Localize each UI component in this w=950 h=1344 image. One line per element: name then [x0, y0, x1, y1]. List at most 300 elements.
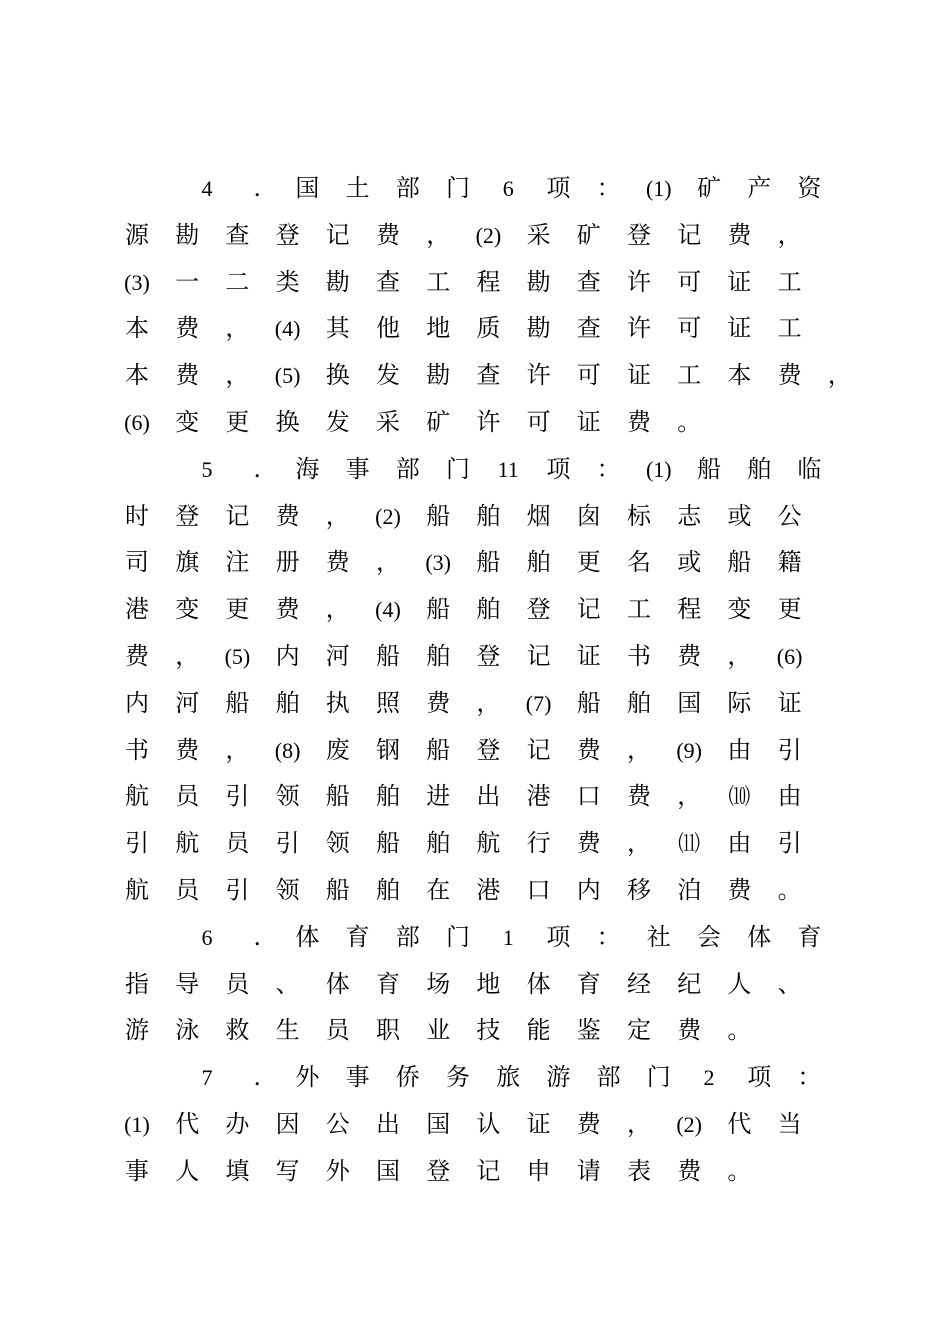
- text-glyph: 采: [376, 408, 400, 436]
- text-glyph: ，: [376, 548, 400, 577]
- text-glyph: 代: [175, 1110, 200, 1138]
- text-glyph: 费: [175, 314, 200, 343]
- text-glyph: 港: [526, 782, 551, 811]
- text-glyph: 证: [576, 408, 601, 436]
- text-glyph: 工: [627, 595, 651, 624]
- text-glyph: 门: [646, 1063, 671, 1092]
- text-glyph: 项: [546, 454, 571, 483]
- text-glyph: 工: [677, 361, 702, 390]
- text-glyph: 本: [125, 361, 149, 390]
- text-glyph: 发: [376, 361, 400, 390]
- text-glyph: ，: [627, 829, 651, 858]
- text-glyph: 由: [777, 782, 802, 811]
- text-glyph: ，: [225, 735, 250, 764]
- text-glyph: ，: [426, 220, 451, 249]
- text-glyph: 许: [526, 361, 551, 390]
- text-glyph: 河: [175, 688, 200, 717]
- text-glyph: 船: [426, 735, 451, 764]
- text-glyph: 记: [325, 220, 350, 249]
- text-glyph: 工: [777, 314, 802, 343]
- text-glyph: (1): [124, 1112, 150, 1137]
- text-glyph: 费: [576, 735, 601, 764]
- text-line: [0, 1007, 950, 1054]
- text-glyph: 船: [325, 876, 350, 904]
- text-glyph: 舶: [476, 501, 501, 530]
- text-glyph: ：: [596, 922, 621, 951]
- text-glyph: 地: [426, 314, 451, 343]
- text-glyph: 登: [275, 220, 300, 249]
- text-glyph: 表: [627, 1156, 651, 1185]
- text-glyph: ，: [727, 642, 752, 670]
- text-glyph: 进: [426, 782, 451, 811]
- text-glyph: 换: [325, 361, 350, 390]
- text-glyph: 注: [225, 548, 250, 577]
- text-glyph: 记: [576, 595, 601, 624]
- text-glyph: 国: [376, 1156, 400, 1185]
- text-glyph: 2: [703, 1065, 715, 1091]
- text-glyph: 体: [747, 922, 772, 951]
- text-glyph: (6): [776, 644, 803, 669]
- text-glyph: 可: [576, 361, 601, 390]
- text-glyph: 游: [125, 1016, 149, 1045]
- text-glyph: 6: [201, 924, 213, 950]
- text-glyph: 部: [596, 1063, 621, 1092]
- text-glyph: 海: [295, 454, 320, 483]
- text-glyph: 航: [476, 829, 501, 858]
- text-glyph: .: [253, 1063, 261, 1092]
- text-glyph: 外: [325, 1156, 350, 1185]
- text-glyph: (2): [375, 503, 401, 529]
- text-glyph: 临: [797, 454, 822, 483]
- text-glyph: 费: [175, 735, 200, 764]
- text-glyph: 船: [376, 642, 400, 670]
- text-glyph: 员: [175, 876, 200, 904]
- text-glyph: 育: [376, 969, 400, 998]
- text-glyph: 记: [476, 1156, 501, 1185]
- text-glyph: 在: [426, 876, 451, 904]
- text-glyph: 救: [225, 1016, 250, 1045]
- text-glyph: ：: [596, 174, 621, 202]
- text-glyph: ，: [627, 1110, 651, 1138]
- text-glyph: 际: [727, 688, 752, 717]
- text-glyph: 11: [497, 456, 519, 482]
- text-glyph: 船: [426, 501, 451, 530]
- text-glyph: 因: [275, 1110, 300, 1138]
- text-glyph: 请: [576, 1156, 601, 1185]
- text-glyph: 名: [627, 548, 651, 577]
- text-glyph: 引: [275, 829, 300, 858]
- text-glyph: 写: [275, 1156, 300, 1185]
- text-glyph: 书: [125, 735, 149, 764]
- text-line: [0, 914, 950, 961]
- text-glyph: 游: [546, 1063, 571, 1092]
- text-glyph: 公: [777, 501, 802, 530]
- text-glyph: 旅: [496, 1063, 521, 1092]
- text-glyph: .: [253, 922, 261, 951]
- text-glyph: 导: [175, 969, 200, 998]
- text-glyph: 项: [747, 1063, 772, 1092]
- text-glyph: 河: [325, 642, 350, 670]
- text-glyph: 本: [727, 361, 752, 390]
- text-glyph: 务: [446, 1063, 470, 1092]
- text-glyph: 费: [125, 642, 149, 670]
- text-glyph: 领: [275, 876, 300, 904]
- text-glyph: 费: [576, 1110, 601, 1138]
- text-glyph: 地: [476, 969, 501, 998]
- text-glyph: 。: [727, 1156, 752, 1185]
- text-glyph: 证: [727, 267, 752, 296]
- text-glyph: 事: [345, 454, 370, 483]
- text-glyph: (5): [274, 363, 301, 389]
- text-line: [0, 259, 950, 306]
- text-glyph: 部: [395, 174, 420, 202]
- text-glyph: 引: [225, 782, 250, 811]
- text-glyph: 航: [175, 829, 200, 858]
- text-glyph: 、: [777, 969, 802, 998]
- text-line: [0, 1054, 950, 1101]
- text-glyph: 矿: [576, 220, 601, 249]
- text-glyph: 纪: [677, 969, 702, 998]
- text-glyph: 更: [576, 548, 601, 577]
- text-glyph: 登: [476, 642, 501, 670]
- text-glyph: ：: [797, 1063, 822, 1092]
- text-glyph: 。: [777, 876, 802, 904]
- text-glyph: 育: [797, 922, 822, 951]
- text-glyph: 烟: [526, 501, 551, 530]
- text-glyph: 人: [175, 1156, 200, 1185]
- text-glyph: 职: [376, 1016, 400, 1045]
- text-glyph: 证: [727, 314, 752, 343]
- text-glyph: 航: [125, 782, 149, 811]
- text-glyph: 许: [476, 408, 501, 436]
- text-glyph: 经: [627, 969, 651, 998]
- text-glyph: 项: [546, 922, 571, 951]
- text-glyph: 体: [526, 969, 551, 998]
- text-glyph: 登: [526, 595, 551, 624]
- text-glyph: 费: [426, 688, 451, 717]
- text-line: [0, 820, 950, 867]
- text-glyph: 港: [125, 595, 149, 624]
- text-glyph: 内: [125, 688, 149, 717]
- text-glyph: 登: [476, 735, 501, 764]
- text-line: [0, 305, 950, 352]
- text-glyph: ，: [827, 361, 852, 390]
- text-glyph: 矿: [697, 174, 721, 202]
- text-glyph: 泳: [175, 1016, 200, 1045]
- text-glyph: 换: [275, 408, 300, 436]
- text-glyph: 6: [502, 176, 514, 201]
- text-glyph: 矿: [426, 408, 451, 436]
- text-glyph: 登: [426, 1156, 451, 1185]
- text-line: [0, 352, 950, 399]
- text-glyph: 4: [201, 176, 213, 201]
- text-glyph: 其: [325, 314, 350, 343]
- text-glyph: 部: [395, 454, 420, 483]
- text-glyph: 引: [777, 735, 802, 764]
- text-glyph: 育: [576, 969, 601, 998]
- text-glyph: 代: [727, 1110, 752, 1138]
- text-glyph: 记: [225, 501, 250, 530]
- text-glyph: 船: [325, 782, 350, 811]
- text-line: [0, 446, 950, 493]
- text-glyph: 泊: [677, 876, 702, 904]
- text-glyph: 社: [646, 922, 671, 951]
- text-glyph: (4): [274, 316, 301, 342]
- text-glyph: 钢: [376, 735, 400, 764]
- text-glyph: 费: [677, 642, 702, 670]
- text-glyph: 源: [125, 220, 149, 249]
- text-glyph: ，: [476, 688, 501, 717]
- text-glyph: (9): [676, 737, 703, 763]
- text-glyph: (3): [425, 550, 452, 576]
- text-glyph: (2): [676, 1112, 703, 1137]
- text-line: [0, 961, 950, 1008]
- text-glyph: 费: [677, 1016, 702, 1045]
- text-glyph: 鉴: [576, 1016, 601, 1045]
- text-glyph: 船: [426, 595, 451, 624]
- text-glyph: 认: [476, 1110, 501, 1138]
- text-glyph: 育: [345, 922, 370, 951]
- text-glyph: 领: [275, 782, 300, 811]
- text-glyph: 费: [677, 1156, 702, 1185]
- text-glyph: 当: [777, 1110, 802, 1138]
- text-glyph: 业: [426, 1016, 451, 1045]
- text-glyph: 指: [125, 969, 149, 998]
- text-glyph: 费: [175, 361, 200, 390]
- text-glyph: 7: [201, 1065, 213, 1091]
- text-glyph: 出: [476, 782, 501, 811]
- text-glyph: 舶: [426, 829, 451, 858]
- text-glyph: (3): [124, 269, 150, 295]
- text-glyph: 书: [627, 642, 651, 670]
- text-glyph: 定: [627, 1016, 651, 1045]
- text-glyph: (6): [124, 410, 150, 435]
- text-glyph: ，: [225, 361, 250, 390]
- text-glyph: 门: [446, 454, 470, 483]
- text-glyph: 会: [697, 922, 721, 951]
- text-glyph: 舶: [526, 548, 551, 577]
- text-glyph: 证: [576, 642, 601, 670]
- text-line: [0, 633, 950, 680]
- text-glyph: (1): [645, 456, 672, 482]
- text-glyph: 废: [325, 735, 350, 764]
- text-glyph: 囱: [576, 501, 601, 530]
- text-glyph: 勘: [175, 220, 200, 249]
- text-glyph: 行: [526, 829, 551, 858]
- text-glyph: 费: [627, 408, 651, 436]
- text-glyph: 。: [677, 408, 702, 436]
- text-glyph: 舶: [747, 454, 772, 483]
- text-glyph: 部: [395, 922, 420, 951]
- text-glyph: 勘: [426, 361, 451, 390]
- text-glyph: 工: [426, 267, 451, 296]
- text-glyph: 舶: [376, 876, 400, 904]
- text-line: [0, 586, 950, 633]
- text-glyph: 费: [275, 501, 300, 530]
- text-glyph: 籍: [777, 548, 802, 577]
- text-glyph: 采: [526, 220, 551, 249]
- text-glyph: ⑽: [728, 784, 751, 810]
- text-glyph: 记: [526, 642, 551, 670]
- text-glyph: 记: [526, 735, 551, 764]
- text-glyph: 国: [426, 1110, 451, 1138]
- text-glyph: 由: [727, 829, 752, 858]
- text-glyph: 变: [727, 595, 752, 624]
- text-glyph: .: [253, 454, 261, 483]
- text-glyph: 船: [476, 548, 501, 577]
- text-glyph: 人: [727, 969, 752, 998]
- text-glyph: 引: [777, 829, 802, 858]
- text-glyph: ，: [627, 735, 651, 764]
- text-glyph: 更: [225, 408, 250, 436]
- text-glyph: 舶: [476, 595, 501, 624]
- text-glyph: 内: [576, 876, 601, 904]
- text-glyph: ，: [677, 782, 702, 811]
- text-glyph: .: [253, 174, 261, 202]
- text-glyph: 船: [376, 829, 400, 858]
- text-glyph: 门: [446, 922, 470, 951]
- text-glyph: 勘: [526, 267, 551, 296]
- text-glyph: 照: [376, 688, 400, 717]
- text-glyph: 登: [627, 220, 651, 249]
- text-glyph: 资: [797, 174, 822, 202]
- text-glyph: 填: [225, 1156, 250, 1185]
- text-glyph: 船: [576, 688, 601, 717]
- text-glyph: 申: [526, 1156, 551, 1185]
- text-glyph: 1: [502, 924, 514, 950]
- text-glyph: 查: [376, 267, 400, 296]
- text-glyph: 口: [526, 876, 551, 904]
- text-line: [0, 493, 950, 540]
- text-glyph: 舶: [426, 642, 451, 670]
- text-glyph: 、: [275, 969, 300, 998]
- text-glyph: 费: [727, 876, 752, 904]
- text-glyph: 许: [627, 267, 651, 296]
- text-glyph: 费: [275, 595, 300, 624]
- text-glyph: 事: [345, 1063, 370, 1092]
- text-glyph: 出: [376, 1110, 400, 1138]
- text-glyph: 舶: [275, 688, 300, 717]
- text-line: [0, 773, 950, 820]
- text-glyph: 登: [175, 501, 200, 530]
- text-glyph: 时: [125, 501, 149, 530]
- text-glyph: 门: [446, 174, 470, 202]
- text-glyph: 外: [295, 1063, 320, 1092]
- text-glyph: ，: [175, 642, 200, 670]
- text-glyph: 费: [777, 361, 802, 390]
- text-line: [0, 399, 950, 446]
- text-glyph: 证: [777, 688, 802, 717]
- text-glyph: 引: [225, 876, 250, 904]
- text-glyph: 港: [476, 876, 501, 904]
- text-glyph: 由: [727, 735, 752, 764]
- text-glyph: 证: [526, 1110, 551, 1138]
- text-glyph: 记: [677, 220, 702, 249]
- text-glyph: 体: [295, 922, 320, 951]
- text-glyph: 更: [777, 595, 802, 624]
- text-glyph: 费: [576, 829, 601, 858]
- text-glyph: 程: [476, 267, 501, 296]
- text-glyph: 事: [125, 1156, 149, 1185]
- text-glyph: 引: [125, 829, 149, 858]
- text-glyph: 技: [476, 1016, 501, 1045]
- text-glyph: 标: [627, 501, 651, 530]
- text-glyph: 查: [476, 361, 501, 390]
- text-glyph: 变: [175, 595, 200, 624]
- text-glyph: 国: [677, 688, 702, 717]
- text-glyph: 口: [576, 782, 601, 811]
- text-glyph: (7): [525, 690, 552, 716]
- text-glyph: 或: [727, 501, 752, 530]
- text-glyph: 本: [125, 314, 149, 343]
- text-glyph: 册: [275, 548, 300, 577]
- text-glyph: 或: [677, 548, 702, 577]
- text-glyph: 他: [376, 314, 400, 343]
- text-glyph: ，: [325, 595, 350, 624]
- text-glyph: 勘: [526, 314, 551, 343]
- text-glyph: 航: [125, 876, 149, 904]
- text-glyph: 质: [476, 314, 501, 343]
- text-glyph: 舶: [376, 782, 400, 811]
- text-glyph: 查: [576, 267, 601, 296]
- text-glyph: ，: [325, 501, 350, 530]
- text-glyph: 费: [727, 220, 752, 249]
- text-glyph: 可: [677, 267, 702, 296]
- text-glyph: 证: [627, 361, 651, 390]
- text-glyph: 项: [546, 174, 571, 202]
- text-line: [0, 212, 950, 259]
- text-glyph: ⑾: [678, 831, 701, 857]
- text-glyph: 一: [175, 267, 200, 296]
- text-glyph: 更: [225, 595, 250, 624]
- text-glyph: 船: [697, 454, 721, 483]
- text-glyph: 旗: [175, 548, 200, 577]
- text-glyph: 费: [627, 782, 651, 811]
- text-line: [0, 165, 950, 212]
- text-glyph: 舶: [627, 688, 651, 717]
- text-glyph: (8): [274, 737, 301, 763]
- text-glyph: 勘: [325, 267, 350, 296]
- text-glyph: 5: [201, 456, 213, 482]
- text-glyph: 船: [225, 688, 250, 717]
- text-glyph: 员: [175, 782, 200, 811]
- text-glyph: (5): [224, 644, 251, 669]
- text-glyph: 志: [677, 501, 702, 530]
- text-glyph: 员: [225, 969, 250, 998]
- text-glyph: 查: [576, 314, 601, 343]
- text-glyph: 生: [275, 1016, 300, 1045]
- text-glyph: 产: [747, 174, 772, 202]
- text-glyph: 程: [677, 595, 702, 624]
- text-line: [0, 727, 950, 774]
- text-glyph: 员: [325, 1016, 350, 1045]
- text-glyph: 土: [345, 174, 370, 202]
- text-line: [0, 1101, 950, 1148]
- text-glyph: 类: [275, 267, 300, 296]
- text-glyph: ，: [225, 314, 250, 343]
- text-line: [0, 867, 950, 914]
- text-glyph: (2): [475, 222, 502, 248]
- text-glyph: 二: [225, 267, 250, 296]
- text-glyph: 变: [175, 408, 200, 436]
- text-glyph: 工: [777, 267, 802, 296]
- text-glyph: 船: [727, 548, 752, 577]
- text-glyph: 。: [727, 1016, 752, 1045]
- text-glyph: 场: [426, 969, 451, 998]
- text-glyph: (4): [375, 597, 401, 623]
- text-line: [0, 680, 950, 727]
- text-glyph: 领: [325, 829, 350, 858]
